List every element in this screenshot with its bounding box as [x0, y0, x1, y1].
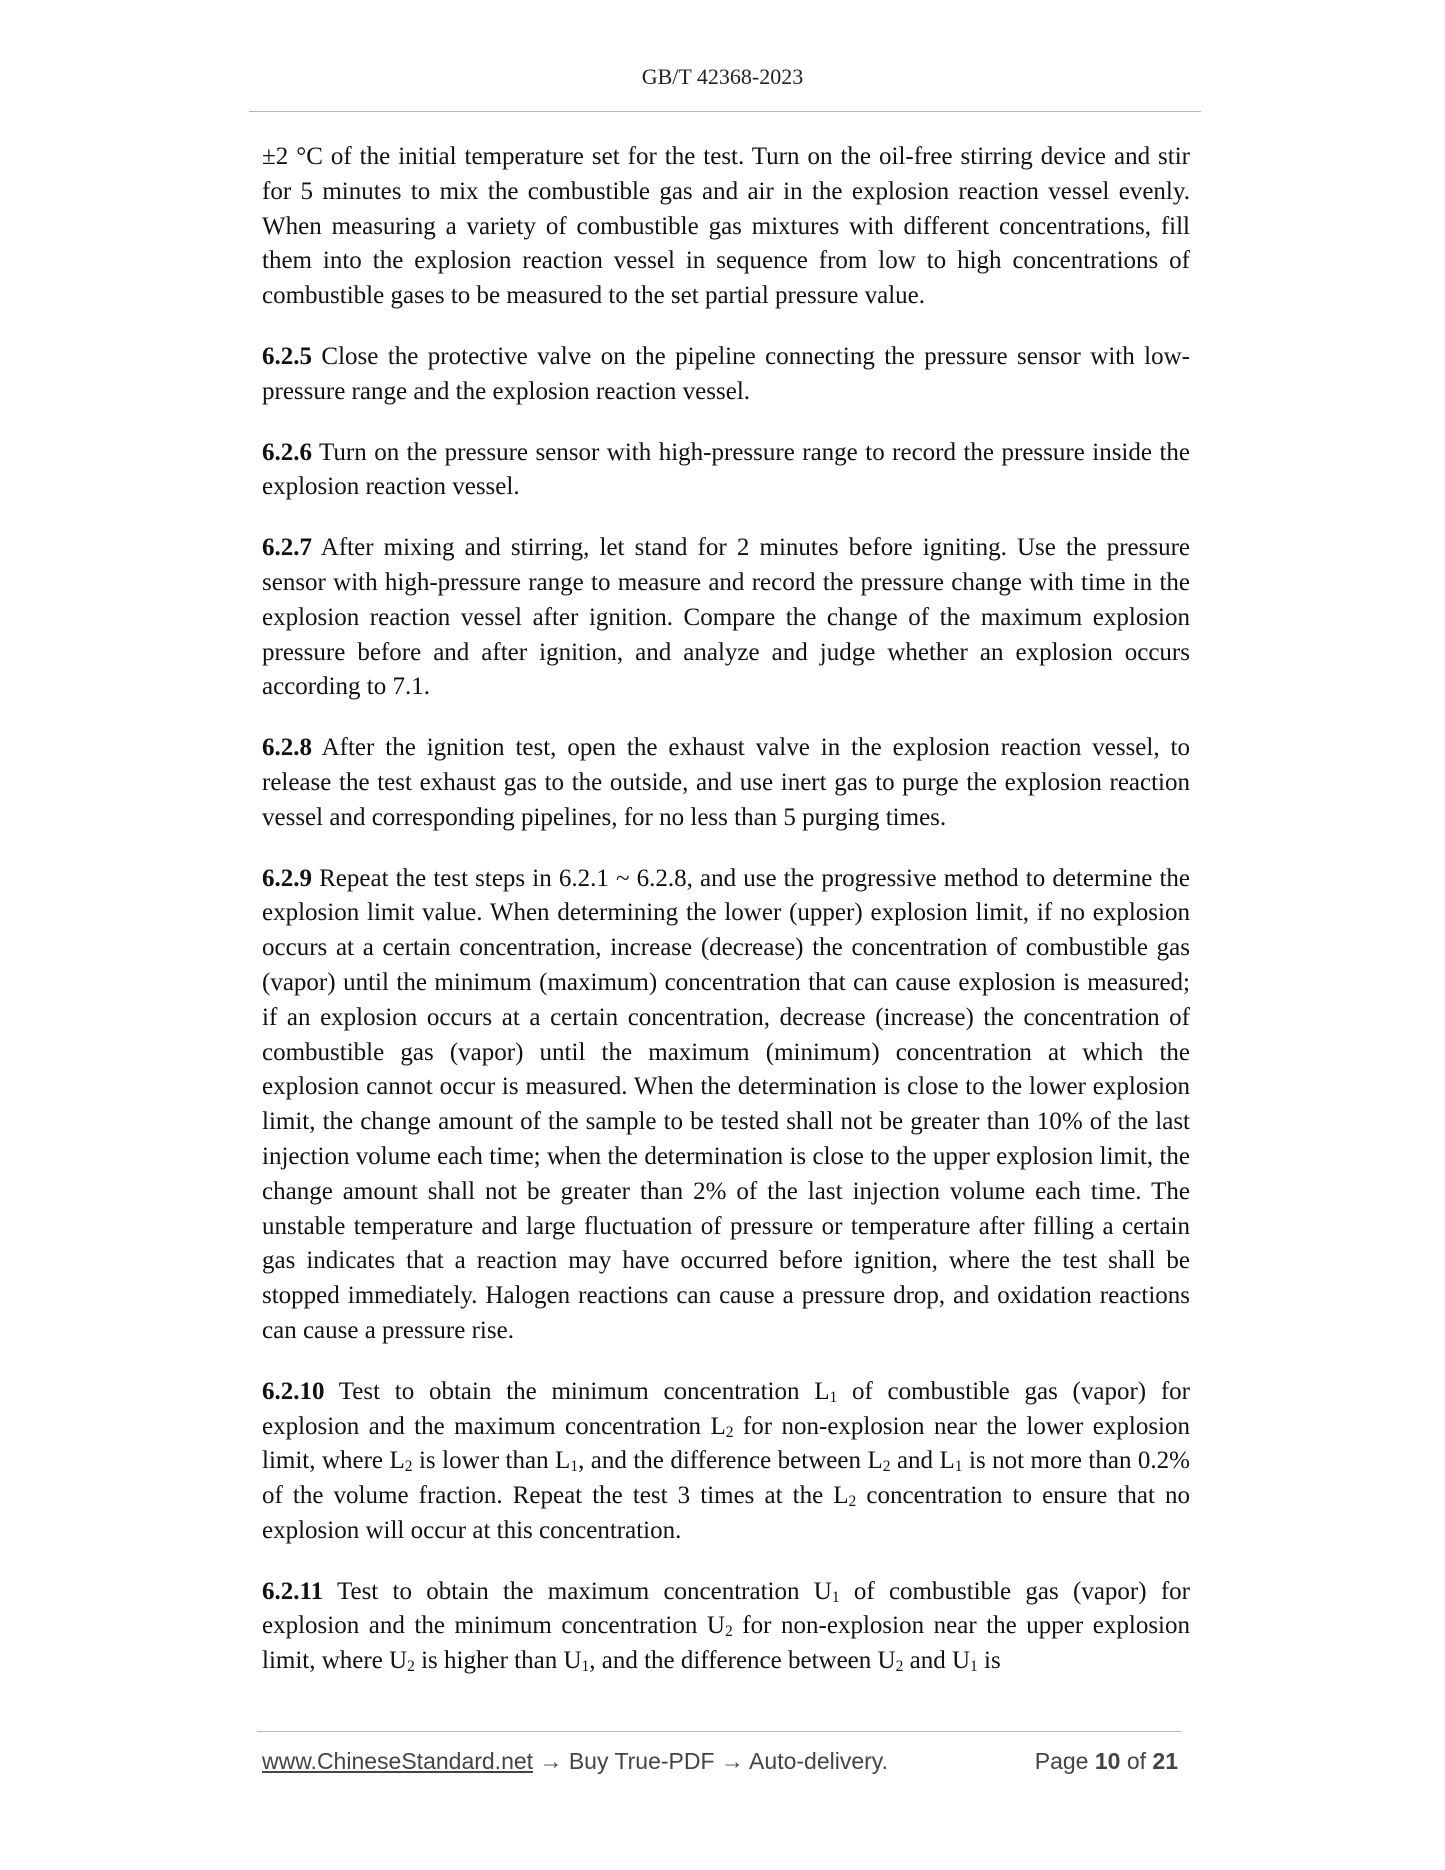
- clause-number: 6.2.8: [262, 734, 312, 762]
- subscript: 2: [882, 1458, 891, 1476]
- promo-text: → Buy True-PDF → Auto-delivery.: [533, 1748, 888, 1774]
- page-label: Page: [1034, 1748, 1089, 1774]
- clause-text: and L: [890, 1447, 955, 1475]
- clause-text: and U: [903, 1647, 970, 1675]
- clause-number: 6.2.6: [262, 438, 312, 466]
- clause-text: is: [977, 1647, 1001, 1675]
- page-footer: [262, 1748, 1182, 1782]
- paragraph-continuation: ±2 °C of the initial temperature set for the test. Turn on the oil-free stirring device and stir for 5 minutes to mix the combustible gas and air in the explosion reaction vessel evenly. When measuring a variety of combustible gas mixtures with different concentrations, fill them into the explosion reaction vessel in sequence from low to high concentrations of combustible gases to be measured to the set partial pressure value.: [262, 143, 1190, 310]
- clause-number: 6.2.7: [262, 534, 312, 562]
- subscript: 2: [407, 1658, 415, 1676]
- clause-text: is higher than U: [414, 1647, 582, 1675]
- clause-text: of combustible gas (vapor) for explosion and the minimum concentration U: [262, 1577, 1191, 1640]
- clause-text: , and the difference between U: [589, 1647, 896, 1675]
- clause-text: , and the difference between L: [578, 1447, 883, 1475]
- subscript: 1: [581, 1658, 590, 1676]
- subscript: 1: [570, 1458, 579, 1476]
- clause-text: Test to obtain the minimum concentration L: [324, 1377, 830, 1405]
- clause-6-2-11: [262, 1575, 1190, 1679]
- clause-6-2-9: [262, 862, 1190, 1349]
- subscript: 2: [848, 1492, 857, 1510]
- clause-6-2-7: [262, 531, 1190, 705]
- subscript: 1: [831, 1588, 840, 1606]
- subscript: 2: [404, 1458, 413, 1476]
- clause-text: Turn on the pressure sensor with high-pressure range to record the pressure inside the explosion reaction vessel.: [262, 438, 1190, 501]
- site-link[interactable]: www.ChineseStandard.net: [262, 1748, 534, 1774]
- clause-text: of combustible gas (vapor) for explosion and the maximum concentration L: [262, 1377, 1190, 1440]
- page-of: of: [1126, 1748, 1147, 1774]
- clause-number: 6.2.5: [262, 342, 312, 370]
- clause-text: is lower than L: [412, 1447, 571, 1475]
- subscript: 2: [725, 1623, 733, 1641]
- subscript: 1: [829, 1388, 838, 1406]
- page-indicator: [1035, 1748, 1178, 1775]
- clause-6-2-6: [262, 436, 1190, 506]
- clause-6-2-8: [262, 731, 1190, 835]
- clause-6-2-10: [262, 1375, 1190, 1549]
- clause-text: concentration to ensure that no explosion will occur at this concentration.: [262, 1482, 1190, 1544]
- clause-number: 6.2.9: [262, 864, 312, 892]
- clause-text: Repeat the test steps in 6.2.1 ~ 6.2.8, and use the progressive method to determine the explosion limit value. When determining the lower (upper) explosion limit, if no explosion occurs at a certain concentration, increase (decrease) the concentration of combustible gas (vapor) until the minimum (maximum) concentration that can cause explosion is measured; if an explosion occurs at a certain concentration, decrease (increase) the concentration of combustible gas (vapor) until the maximum (minimum) concentration at which the explosion cannot occur is measured. When the determination is close to the lower explosion limit, the change amount of the sample to be tested shall not be greater than 10% of the last injection volume each time; when the determination is close to the upper explosion limit, the change amount shall not be greater than 2% of the last injection volume each time. The unstable temperature and large fluctuation of pressure or temperature after filling a certain gas indicates that a reaction may have occurred before ignition, where the test shall be stopped immediately. Halogen reactions can cause a pressure drop, and oxidation reactions can cause a pressure rise.: [262, 864, 1190, 1344]
- subscript: 2: [895, 1658, 904, 1676]
- clause-number: 6.2.11: [262, 1577, 324, 1605]
- document-body: [262, 140, 1190, 1705]
- footer-divider: [257, 1731, 1182, 1732]
- subscript: 2: [725, 1423, 734, 1441]
- subscript: 1: [970, 1658, 978, 1676]
- clause-text: After mixing and stirring, let stand for 2 minutes before igniting. Use the pressure sensor with high-pressure range to measure and record the pressure change with time in the explosion reaction vessel after ignition. Compare the change of the maximum explosion pressure before and after ignition, and analyze and judge whether an explosion occurs according to 7.1.: [262, 534, 1190, 701]
- clause-text: Test to obtain the maximum concentration U: [323, 1577, 832, 1605]
- header-divider: [249, 111, 1201, 112]
- clause-number: 6.2.10: [262, 1377, 325, 1405]
- page-header: GB/T 42368-2023: [641, 64, 804, 89]
- subscript: 1: [954, 1458, 963, 1476]
- clause-text: for non-explosion near the upper explosion limit, where U: [262, 1612, 1191, 1675]
- clause-text: After the ignition test, open the exhaust valve in the explosion reaction vessel, to release the test exhaust gas to the outside, and use inert gas to purge the explosion reaction vessel and corresponding pipelines, for no less than 5 purging times.: [262, 734, 1190, 831]
- clause-6-2-5: [262, 340, 1190, 410]
- clause-text: Close the protective valve on the pipeline connecting the pressure sensor with low-pressure range and the explosion reaction vessel.: [262, 342, 1190, 405]
- page-total: 21: [1152, 1748, 1178, 1774]
- clause-text: is not more than 0.2% of the volume fraction. Repeat the test 3 times at the L: [262, 1447, 1190, 1510]
- clause-text: for non-explosion near the lower explosion limit, where L: [262, 1412, 1190, 1475]
- footer-promo: [262, 1748, 888, 1775]
- page-current: 10: [1094, 1748, 1121, 1774]
